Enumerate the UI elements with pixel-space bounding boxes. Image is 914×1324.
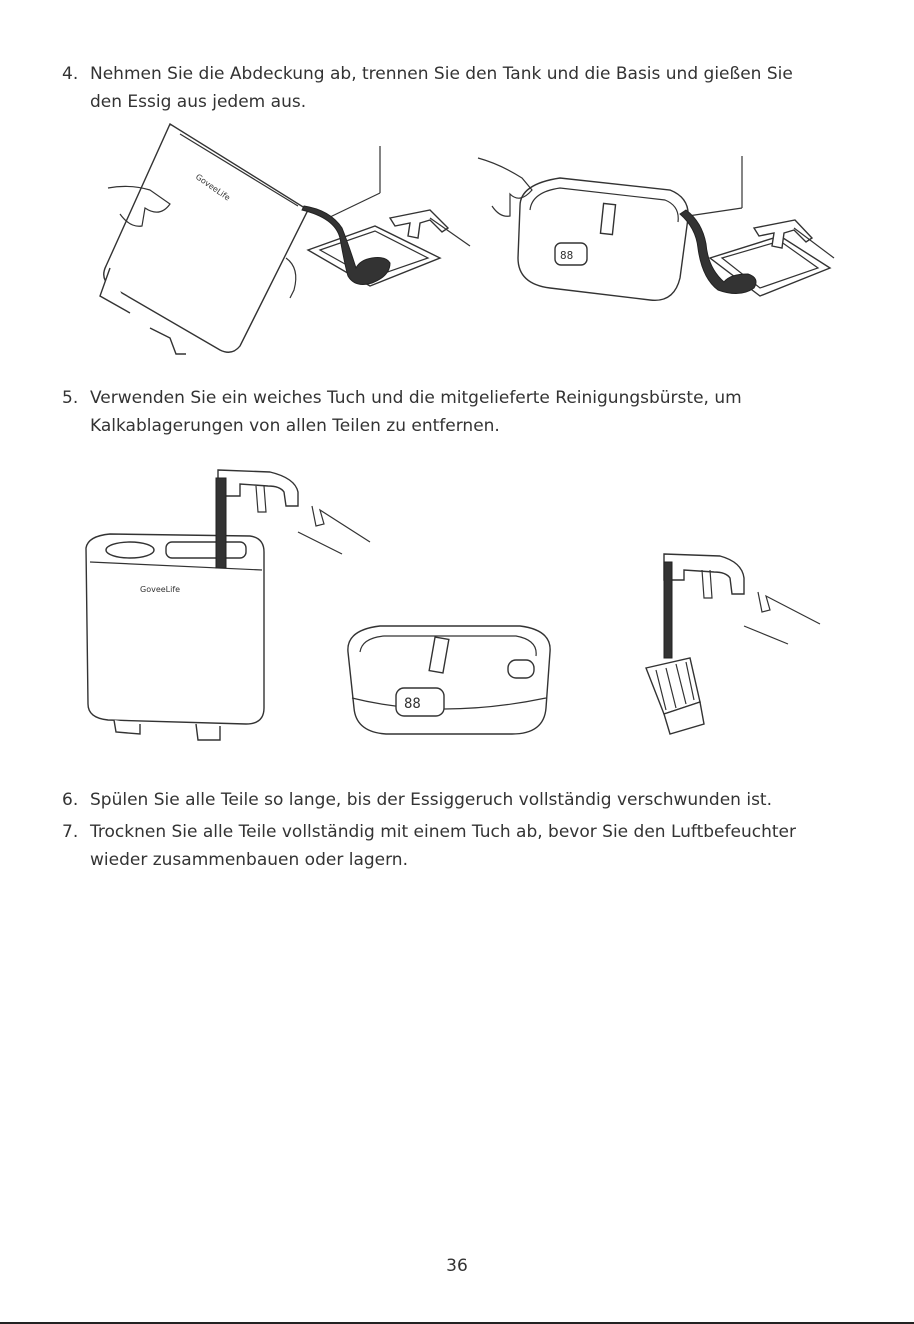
brand-logo: GoveeLife <box>140 585 181 594</box>
step-number: 6. <box>62 790 79 810</box>
base-upright-icon <box>348 626 550 734</box>
page-number: 36 <box>446 1256 468 1276</box>
illustration-pouring <box>90 118 850 368</box>
brush-handle-icon <box>664 562 672 658</box>
display-digits: 88 <box>404 696 421 712</box>
step-line: Trocknen Sie alle Teile vollständig mit einem Tuch ab, bevor Sie den Luftbefeuchter <box>90 822 796 842</box>
step-line: Nehmen Sie die Abdeckung ab, trennen Sie den Tank und die Basis und gießen Sie <box>90 64 793 84</box>
step-text <box>90 818 860 874</box>
faucet-right-icon <box>664 554 820 644</box>
step-line: Verwenden Sie ein weiches Tuch und die mitgelieferte Reinigungsbürste, um <box>90 388 742 408</box>
tank-upright-icon <box>86 534 264 740</box>
brand-logo: GoveeLife <box>193 172 232 203</box>
step-line: den Essig aus jedem aus. <box>90 92 307 112</box>
step-text <box>90 384 860 440</box>
hand-icon <box>286 258 296 298</box>
step-line: wieder zusammenbauen oder lagern. <box>90 850 408 870</box>
step-text <box>90 786 860 814</box>
brush-handle-icon <box>216 478 226 568</box>
display-digits: 88 <box>560 249 574 262</box>
step-number: 4. <box>62 64 79 84</box>
brush-head-icon <box>646 658 704 734</box>
tank-tilted-icon <box>100 124 308 354</box>
step-number: 5. <box>62 388 79 408</box>
step-line: Kalkablagerungen von allen Teilen zu entfernen. <box>90 416 500 436</box>
step-line: Spülen Sie alle Teile so lange, bis der Essiggeruch vollständig verschwunden ist. <box>90 790 772 810</box>
illustration-cleaning <box>80 462 830 762</box>
base-tilted-icon <box>518 178 688 300</box>
step-text <box>90 60 860 116</box>
step-number: 7. <box>62 822 79 842</box>
